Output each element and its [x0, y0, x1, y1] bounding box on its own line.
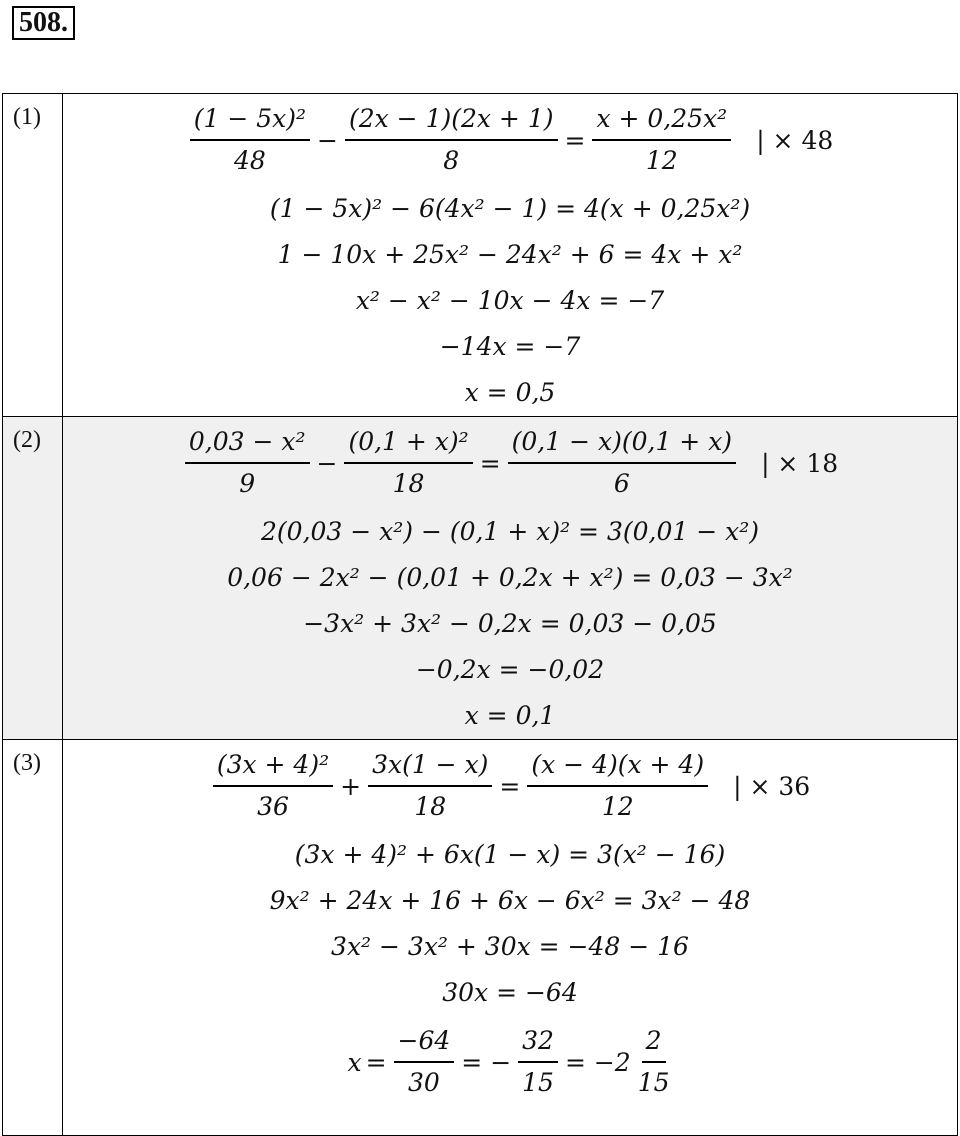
step-line: −0,2x = −0,02: [415, 655, 605, 684]
answer-line: x = 0,5: [464, 378, 556, 407]
fraction: [345, 99, 558, 181]
fraction: [394, 1021, 455, 1103]
fraction: [638, 1021, 670, 1103]
main-equation: [63, 417, 957, 509]
operator: −: [316, 448, 338, 478]
numerator: x + 0,25x²: [592, 99, 731, 141]
fraction: [368, 745, 492, 827]
main-equation: [63, 740, 957, 832]
numerator: 3x(1 − x): [368, 745, 492, 787]
step-line: 3x² − 3x² + 30x = −48 − 16: [331, 932, 689, 961]
numerator: (3x + 4)²: [213, 745, 333, 787]
step-line: 30x = −64: [442, 978, 578, 1007]
row-label: (2): [3, 417, 63, 740]
multiplier-note: | × 18: [761, 448, 839, 478]
numerator: (0,1 + x)²: [344, 422, 472, 464]
operator: +: [340, 771, 362, 801]
equals-sign: =: [479, 448, 501, 478]
denominator: 36: [257, 792, 289, 821]
table-row: [3, 740, 958, 1136]
row-label: (1): [3, 94, 63, 417]
step-line: 1 − 10x + 25x² − 24x² + 6 = 4x + x²: [277, 240, 743, 269]
denominator: 18: [392, 469, 425, 498]
equals-sign: =: [499, 771, 521, 801]
numerator: (0,1 − x)(0,1 + x): [508, 422, 736, 464]
fraction: [518, 1021, 558, 1103]
step-line: 2(0,03 − x²) − (0,1 + x)² = 3(0,01 − x²): [261, 517, 759, 546]
denominator: 12: [601, 792, 634, 821]
denominator: 15: [522, 1068, 554, 1097]
step-line: (3x + 4)² + 6x(1 − x) = 3(x² − 16): [294, 840, 726, 869]
step-line: −3x² + 3x² − 0,2x = 0,03 − 0,05: [303, 609, 717, 638]
fraction: [213, 745, 333, 827]
solution-cell: [63, 740, 958, 1136]
multiplier-note: | × 48: [756, 125, 834, 155]
denominator: 8: [443, 146, 460, 175]
denominator: 15: [637, 1068, 670, 1097]
numerator: 32: [518, 1021, 558, 1063]
answer-line: x = 0,1: [464, 701, 556, 730]
fraction: [508, 422, 736, 504]
multiplier-note: | × 36: [733, 771, 811, 801]
row-label: (3): [3, 740, 63, 1136]
step-line: x² − x² − 10x − 4x = −7: [355, 286, 665, 315]
main-equation: [63, 94, 957, 186]
answer-variable: x: [347, 1047, 362, 1077]
fraction: [185, 422, 310, 504]
fraction: [344, 422, 472, 504]
fraction: [190, 99, 310, 181]
final-answer: [63, 1016, 957, 1108]
solution-table: [2, 93, 958, 1136]
denominator: 9: [239, 469, 256, 498]
denominator: 6: [613, 469, 630, 498]
table-row: [3, 94, 958, 417]
fraction: [592, 99, 731, 181]
fraction: [527, 745, 708, 827]
denominator: 48: [233, 146, 266, 175]
equals-sign: = −: [461, 1047, 512, 1077]
denominator: 30: [408, 1068, 440, 1097]
denominator: 12: [645, 146, 678, 175]
operator: −: [317, 125, 338, 155]
step-line: (1 − 5x)² − 6(4x² − 1) = 4(x + 0,25x²): [269, 194, 751, 223]
task-number: 508.: [12, 6, 75, 40]
equals-sign: = −2: [564, 1047, 631, 1077]
solution-cell: [63, 94, 958, 417]
equals-sign: =: [365, 1047, 387, 1077]
numerator: −64: [394, 1021, 455, 1063]
numerator: (2x − 1)(2x + 1): [345, 99, 558, 141]
step-line: 9x² + 24x + 16 + 6x − 6x² = 3x² − 48: [269, 886, 751, 915]
step-line: 0,06 − 2x² − (0,01 + 0,2x + x²) = 0,03 − 3x²: [227, 563, 793, 592]
table-row: [3, 417, 958, 740]
equals-sign: =: [564, 125, 586, 155]
numerator: 0,03 − x²: [185, 422, 310, 464]
denominator: 18: [414, 792, 447, 821]
numerator: 2: [642, 1021, 666, 1063]
numerator: (x − 4)(x + 4): [527, 745, 708, 787]
numerator: (1 − 5x)²: [190, 99, 310, 141]
step-line: −14x = −7: [439, 332, 581, 361]
solution-cell: [63, 417, 958, 740]
